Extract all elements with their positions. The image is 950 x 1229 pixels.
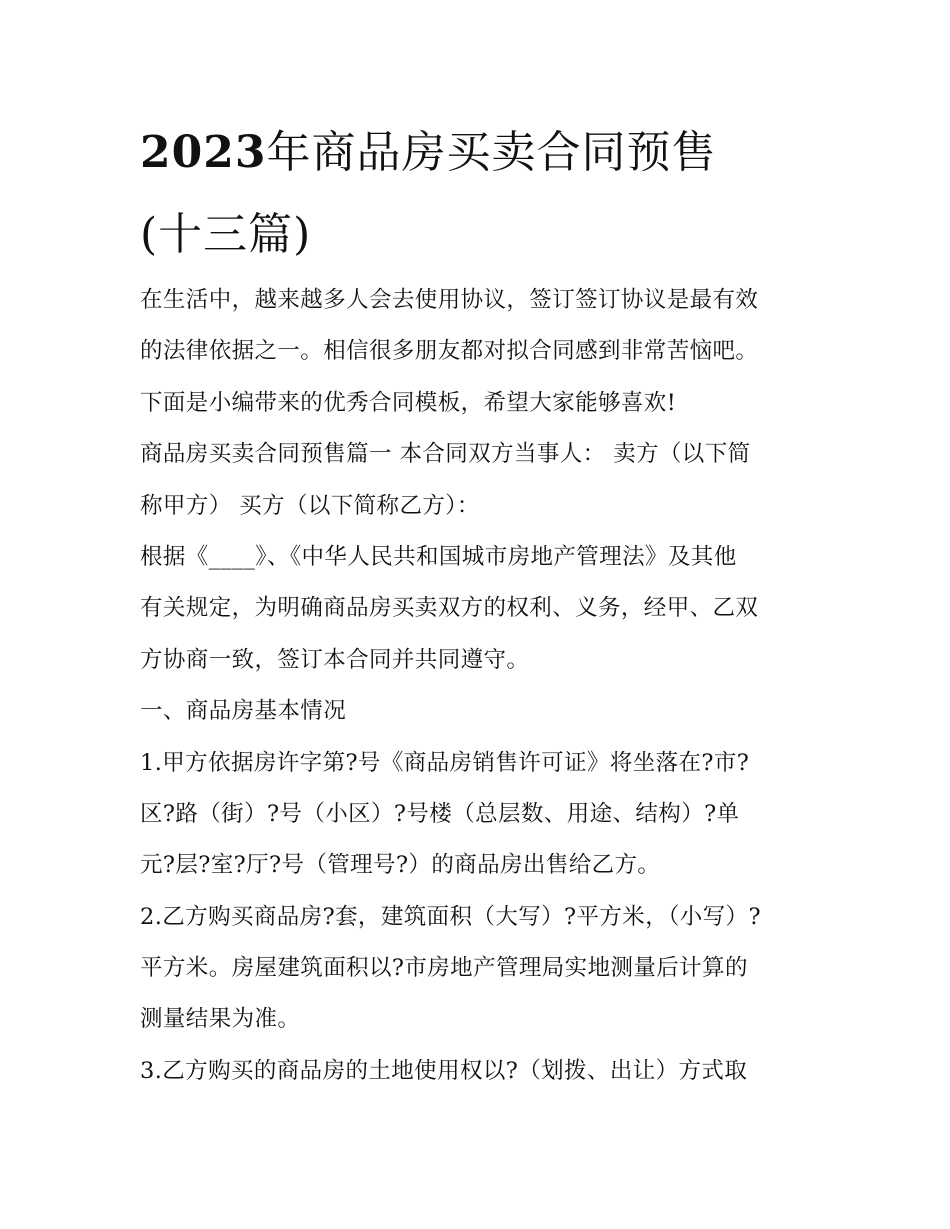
body-line: 1.甲方依据房许字第?号《商品房销售许可证》将坐落在?市? [140,749,750,776]
document-title [140,112,820,276]
body-line: 称甲方） 买方（以下简称乙方）： [140,492,480,519]
body-line: 在生活中，越来越多人会去使用协议，签订签订协议是最有效 [140,287,759,313]
body-line: 测量结果为准。 [140,1006,301,1033]
body-line: 元?层?室?厅?号（管理号?）的商品房出售给乙方。 [140,852,661,879]
title-line-1 [140,112,820,194]
body-line: 下面是小编带来的优秀合同模板，希望大家能够喜欢! [140,389,677,416]
body-line: 平方米。房屋建筑面积以?市房地产管理局实地测量后计算的 [140,955,748,982]
body-line: 根据《____》、《中华人民共和国城市房地产管理法》及其他 [140,543,737,570]
document-body [140,275,820,1097]
body-line: 商品房买卖合同预售篇一 本合同双方当事人： 卖方（以下简 [140,441,751,468]
title-line-2: (十三篇) [140,209,312,260]
title-year: 2023 [140,127,267,178]
body-line: 的法律依据之一。相信很多朋友都对拟合同感到非常苦恼吧。 [140,338,759,365]
body-line: 有关规定，为明确商品房买卖双方的权利、义务，经甲、乙双 [140,595,759,622]
body-line: 2.乙方购买商品房?套，建筑面积（大写）?平方米，（小写）? [140,903,761,930]
body-line: 3.乙方购买的商品房的土地使用权以?（划拨、出让）方式取 [140,1057,748,1084]
body-line: 方协商一致，签订本合同并共同遵守。 [140,646,530,673]
title-text: 年商品房买卖合同预售 [266,127,717,178]
body-line: 区?路（街）?号（小区）?号楼（总层数、用途、结构）?单 [140,800,740,827]
section-heading: 一、商品房基本情况 [140,698,347,725]
